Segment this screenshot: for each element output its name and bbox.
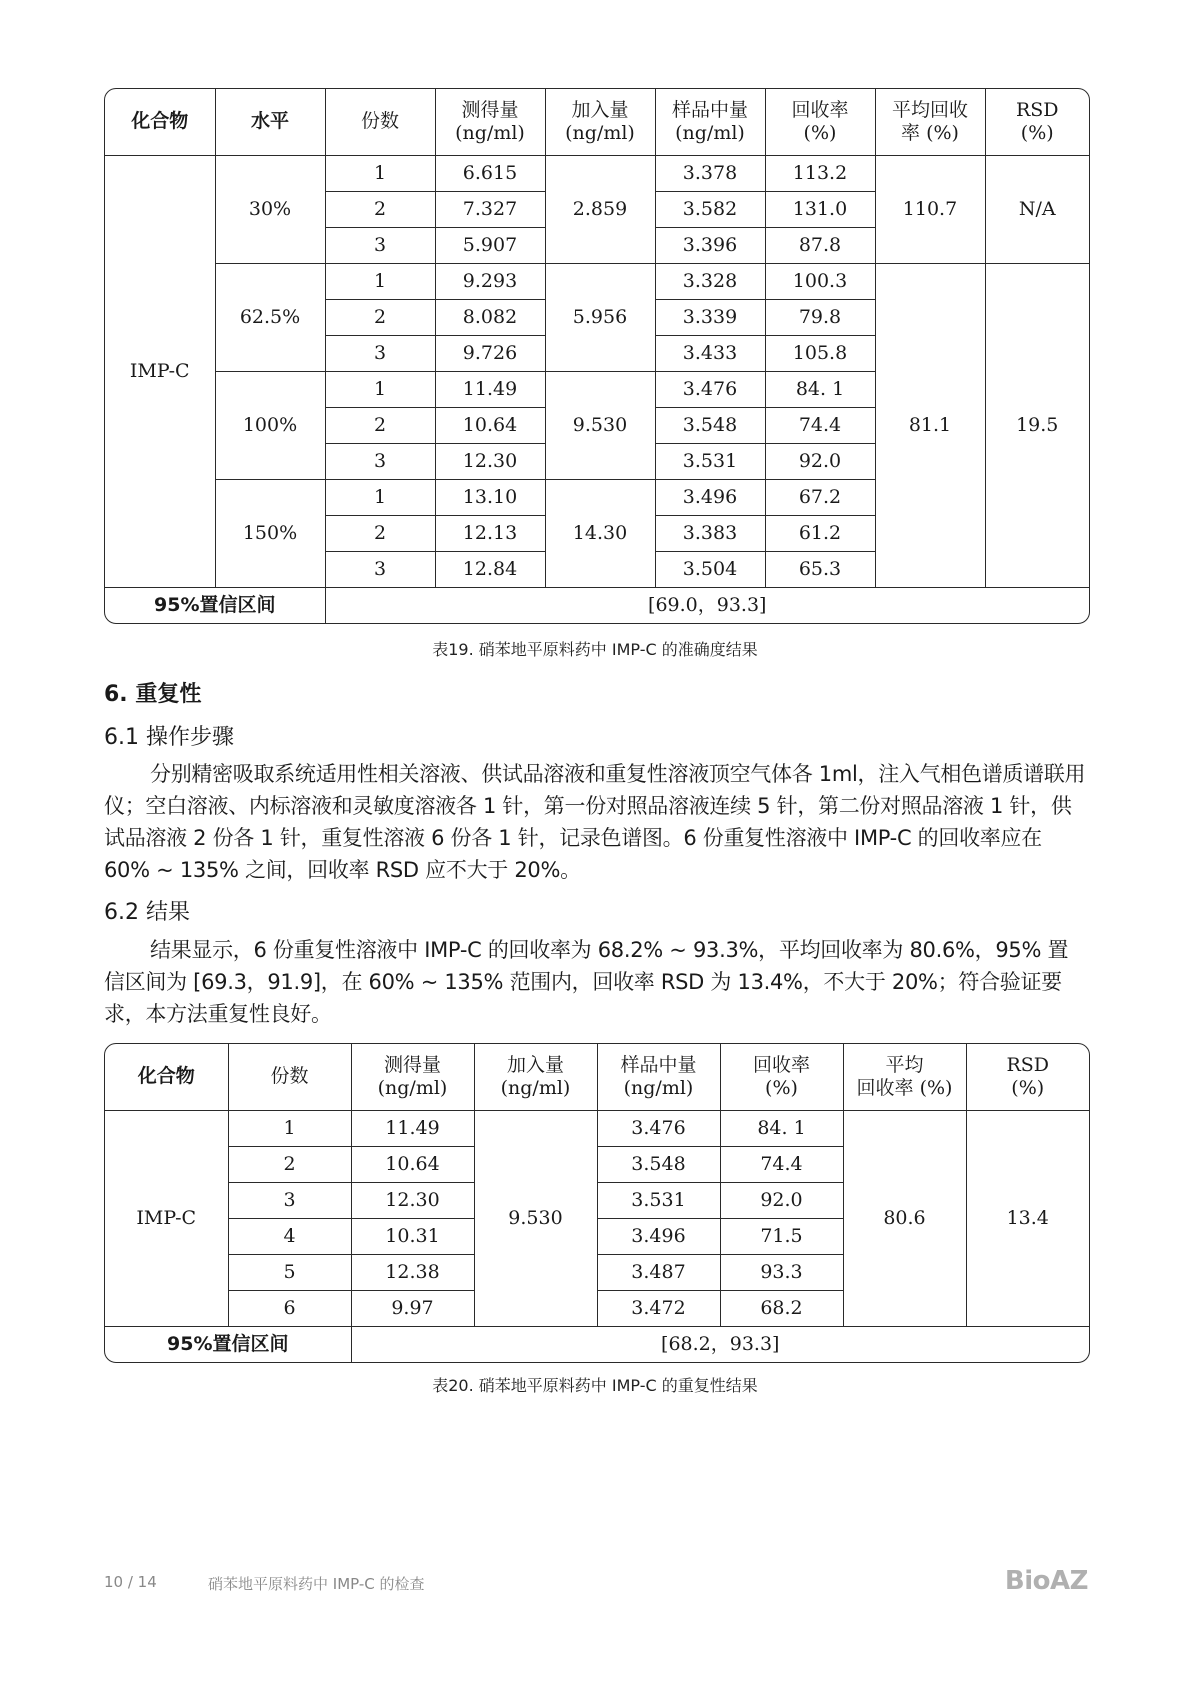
table-cell: 1 — [228, 1110, 351, 1146]
table-cell: 1 — [325, 371, 435, 407]
table-cell: 3 — [325, 443, 435, 479]
table-cell: 3.339 — [655, 299, 765, 335]
table-cell: 3.531 — [655, 443, 765, 479]
ci-value: [69.0，93.3] — [325, 587, 1089, 623]
page-number: 10 / 14 — [104, 1573, 157, 1591]
table-cell: 3.378 — [655, 155, 765, 191]
table-cell: 7.327 — [435, 191, 545, 227]
table-cell: 65.3 — [765, 551, 875, 587]
table-cell: 5.907 — [435, 227, 545, 263]
table-cell: 6 — [228, 1290, 351, 1326]
rsd-cell: 13.4 — [966, 1110, 1089, 1326]
ci-value: [68.2，93.3] — [351, 1326, 1089, 1362]
table-cell: 3.496 — [597, 1218, 720, 1254]
header-recovery: 回收率 (%) — [765, 89, 875, 155]
table-cell: 61.2 — [765, 515, 875, 551]
table-cell: 113.2 — [765, 155, 875, 191]
table-cell: 3 — [325, 551, 435, 587]
table-cell: 3.396 — [655, 227, 765, 263]
subsection-heading: 6.2 结果 — [104, 900, 190, 925]
table-cell: 12.30 — [435, 443, 545, 479]
table-cell: 3.383 — [655, 515, 765, 551]
table-cell: 2 — [325, 407, 435, 443]
accuracy-table — [105, 89, 1089, 623]
table-cell: 10.64 — [435, 407, 545, 443]
header-sample: 样品中量 (ng/ml) — [597, 1044, 720, 1110]
table-cell: 3.582 — [655, 191, 765, 227]
rsd-cell: N/A — [985, 155, 1089, 263]
table-cell: 11.49 — [435, 371, 545, 407]
header-rsd: RSD (%) — [966, 1044, 1089, 1110]
level-cell: 30% — [215, 155, 325, 263]
footer-title: 硝苯地平原料药中 IMP-C 的检查 — [208, 1575, 425, 1593]
table-cell: 12.13 — [435, 515, 545, 551]
level-cell: 100% — [215, 371, 325, 479]
avg-cell: 110.7 — [875, 155, 985, 263]
table-cell: 3 — [325, 227, 435, 263]
table-cell: 6.615 — [435, 155, 545, 191]
table-cell: 8.082 — [435, 299, 545, 335]
table-cell: 9.726 — [435, 335, 545, 371]
table-cell: 3 — [228, 1182, 351, 1218]
avg-cell: 80.6 — [843, 1110, 966, 1326]
table-cell: 3.328 — [655, 263, 765, 299]
added-cell: 9.530 — [474, 1110, 597, 1326]
header-avg-recovery: 平均 回收率 (%) — [843, 1044, 966, 1110]
table-cell: 74.4 — [765, 407, 875, 443]
table-cell: 1 — [325, 263, 435, 299]
procedure-paragraph: 分别精密吸取系统适用性相关溶液、供试品溶液和重复性溶液顶空气体各 1ml，注入气相色谱质谱联用仪；空白溶液、内标溶液和灵敏度溶液各 1 针，第一份对照品溶液连续 5 针，第二份对照品溶液 1 针，供试品溶液 2 份各 1 针，重复性溶液 6 份各 1 针，记录色谱图。6 份重复性溶液中 IMP-C 的回收率应在 60% ~ 135% 之间，回收率 RSD 应不大于 20%。 — [104, 762, 1086, 882]
table-cell: 3.487 — [597, 1254, 720, 1290]
table-cell: 12.84 — [435, 551, 545, 587]
added-cell: 9.530 — [545, 371, 655, 479]
table-cell: 2 — [325, 191, 435, 227]
table-cell: 5 — [228, 1254, 351, 1290]
table-20-caption: 表20. 硝苯地平原料药中 IMP-C 的重复性结果 — [432, 1376, 758, 1395]
compound-cell: IMP-C — [105, 155, 215, 587]
repeatability-table — [105, 1044, 1089, 1362]
table-cell: 12.30 — [351, 1182, 474, 1218]
table-cell: 68.2 — [720, 1290, 843, 1326]
table-cell: 3.472 — [597, 1290, 720, 1326]
table-cell: 92.0 — [765, 443, 875, 479]
table-cell: 131.0 — [765, 191, 875, 227]
table-cell: 10.31 — [351, 1218, 474, 1254]
header-replicate: 份数 — [228, 1044, 351, 1110]
table-cell: 79.8 — [765, 299, 875, 335]
table-cell: 84. 1 — [720, 1110, 843, 1146]
result-paragraph: 结果显示，6 份重复性溶液中 IMP-C 的回收率为 68.2% ~ 93.3%，平均回收率为 80.6%，95% 置信区间为 [69.3，91.9]，在 60% ~ 135% 范围内，回收率 RSD 为 13.4%，不大于 20%；符合验证要求，本方法重复性良好。 — [104, 938, 1069, 1026]
table-cell: 1 — [325, 155, 435, 191]
subsection-heading: 6.1 操作步骤 — [104, 725, 234, 750]
table-cell: 3.476 — [597, 1110, 720, 1146]
table-cell: 1 — [325, 479, 435, 515]
header-measured: 测得量 (ng/ml) — [435, 89, 545, 155]
header-recovery: 回收率 (%) — [720, 1044, 843, 1110]
table-cell: 3.476 — [655, 371, 765, 407]
table-20 — [104, 1043, 1090, 1363]
table-cell: 3.548 — [655, 407, 765, 443]
table-cell: 12.38 — [351, 1254, 474, 1290]
table-cell: 3 — [325, 335, 435, 371]
table-19 — [104, 88, 1090, 624]
table-cell: 92.0 — [720, 1182, 843, 1218]
rsd-cell: 19.5 — [985, 263, 1089, 587]
ci-label: 95%置信区间 — [105, 587, 325, 623]
header-rsd: RSD (%) — [985, 89, 1089, 155]
ci-label: 95%置信区间 — [105, 1326, 351, 1362]
header-compound: 化合物 — [105, 89, 215, 155]
table-cell: 105.8 — [765, 335, 875, 371]
table-cell: 87.8 — [765, 227, 875, 263]
header-level: 水平 — [215, 89, 325, 155]
table-cell: 3.548 — [597, 1146, 720, 1182]
table-cell: 3.504 — [655, 551, 765, 587]
header-measured: 测得量 (ng/ml) — [351, 1044, 474, 1110]
header-added: 加入量 (ng/ml) — [545, 89, 655, 155]
added-cell: 14.30 — [545, 479, 655, 587]
header-compound: 化合物 — [105, 1044, 228, 1110]
table-19-caption: 表19. 硝苯地平原料药中 IMP-C 的准确度结果 — [432, 640, 758, 659]
table-cell: 13.10 — [435, 479, 545, 515]
section-heading: 6. 重复性 — [104, 682, 202, 707]
table-cell: 3.531 — [597, 1182, 720, 1218]
table-cell: 9.97 — [351, 1290, 474, 1326]
table-cell: 10.64 — [351, 1146, 474, 1182]
added-cell: 2.859 — [545, 155, 655, 263]
header-avg-recovery: 平均回收 率 (%) — [875, 89, 985, 155]
table-cell: 3.433 — [655, 335, 765, 371]
header-replicate: 份数 — [325, 89, 435, 155]
table-cell: 2 — [325, 299, 435, 335]
level-cell: 150% — [215, 479, 325, 587]
header-added: 加入量 (ng/ml) — [474, 1044, 597, 1110]
table-cell: 11.49 — [351, 1110, 474, 1146]
table-cell: 71.5 — [720, 1218, 843, 1254]
table-cell: 84. 1 — [765, 371, 875, 407]
level-cell: 62.5% — [215, 263, 325, 371]
table-cell: 2 — [325, 515, 435, 551]
table-cell: 4 — [228, 1218, 351, 1254]
added-cell: 5.956 — [545, 263, 655, 371]
table-cell: 9.293 — [435, 263, 545, 299]
bioaz-logo: BioAZ — [1004, 1566, 1088, 1596]
table-cell: 2 — [228, 1146, 351, 1182]
table-cell: 74.4 — [720, 1146, 843, 1182]
header-sample: 样品中量 (ng/ml) — [655, 89, 765, 155]
table-cell: 100.3 — [765, 263, 875, 299]
table-cell: 93.3 — [720, 1254, 843, 1290]
avg-cell: 81.1 — [875, 263, 985, 587]
compound-cell: IMP-C — [105, 1110, 228, 1326]
table-cell: 3.496 — [655, 479, 765, 515]
table-cell: 67.2 — [765, 479, 875, 515]
